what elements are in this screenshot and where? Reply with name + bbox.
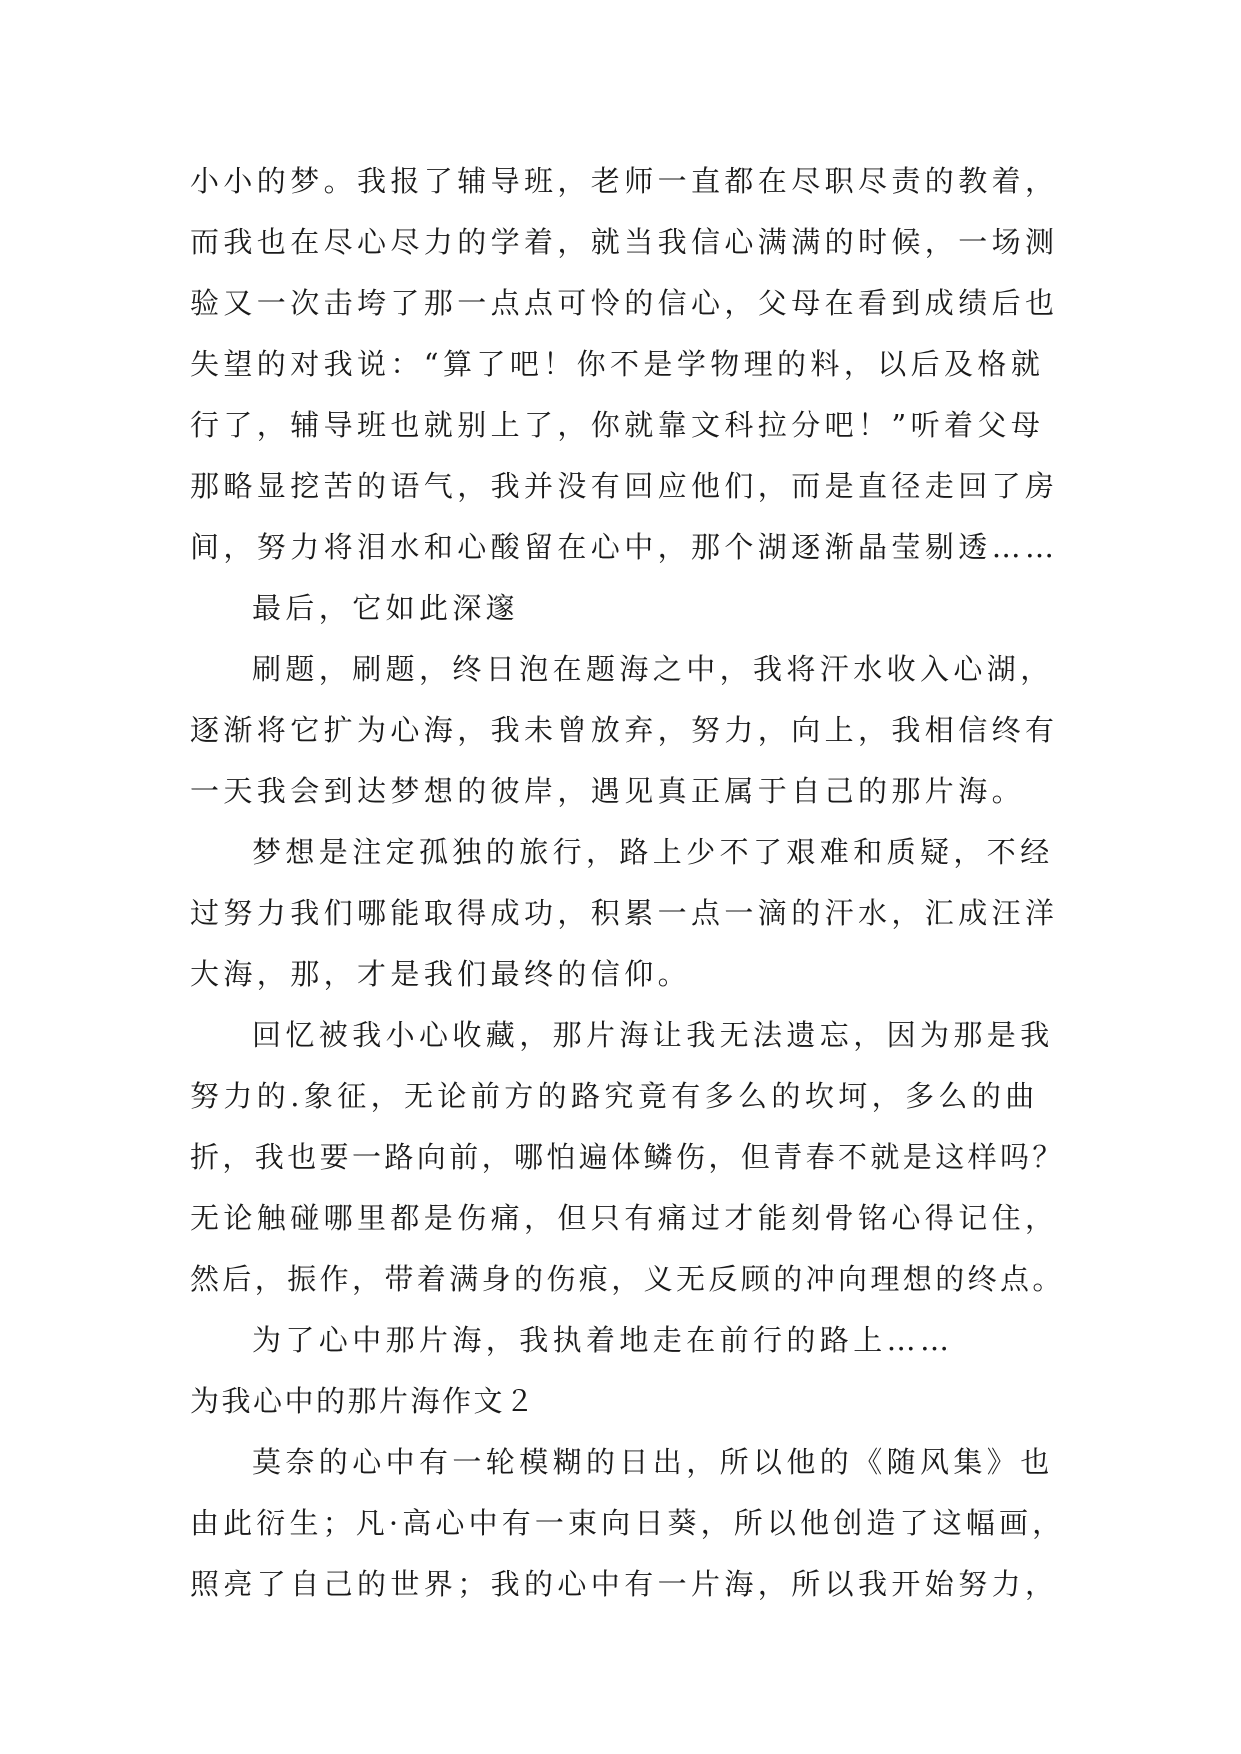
document-body (190, 162, 1070, 1626)
text-line: 行了，辅导班也就别上了，你就靠文科拉分吧！”听着父母 (190, 408, 1045, 442)
text-line: 折，我也要一路向前，哪怕遍体鳞伤，但青春不就是这样吗？ (190, 1140, 1065, 1174)
text-line: 照亮了自己的世界；我的心中有一片海，所以我开始努力， (190, 1567, 1059, 1601)
paragraph-first-line: 梦想是注定孤独的旅行，路上少不了艰难和质疑，不经 (252, 835, 1054, 869)
text-line: 由此衍生；凡·高心中有一束向日葵，所以他创造了这幅画， (190, 1506, 1066, 1540)
text-line: 无论触碰哪里都是伤痛，但只有痛过才能刻骨铭心得记住， (190, 1201, 1059, 1235)
paragraph-first-line: 回忆被我小心收藏，那片海让我无法遗忘，因为那是我 (252, 1018, 1054, 1052)
paragraph-first-line: 莫奈的心中有一轮模糊的日出，所以他的《随风集》也 (252, 1445, 1054, 1479)
text-line: 失望的对我说：“算了吧！你不是学物理的料，以后及格就 (190, 347, 1045, 381)
paragraph-first-line: 为了心中那片海，我执着地走在前行的路上…… (252, 1323, 954, 1357)
text-line: 那略显挖苦的语气，我并没有回应他们，而是直径走回了房 (190, 469, 1059, 503)
text-line: 过努力我们哪能取得成功，积累一点一滴的汗水，汇成汪洋 (190, 896, 1059, 930)
text-line: 验又一次击垮了那一点点可怜的信心，父母在看到成绩后也 (190, 286, 1059, 320)
text-line: 逐渐将它扩为心海，我未曾放弃，努力，向上，我相信终有 (190, 713, 1059, 747)
essay-title: 为我心中的那片海作文２ (190, 1384, 537, 1418)
section-subheading: 最后，它如此深邃 (252, 591, 520, 625)
text-line: 一天我会到达梦想的彼岸，遇见真正属于自己的那片海。 (190, 774, 1026, 808)
text-line: 努力的.象征，无论前方的路究竟有多么的坎坷，多么的曲 (190, 1079, 1039, 1113)
text-line: 小小的梦。我报了辅导班，老师一直都在尽职尽责的教着， (190, 164, 1059, 198)
text-line: 间，努力将泪水和心酸留在心中，那个湖逐渐晶莹剔透…… (190, 530, 1059, 564)
text-line: 然后，振作，带着满身的伤痕，义无反顾的冲向理想的终点。 (190, 1262, 1065, 1296)
text-line: 大海，那，才是我们最终的信仰。 (190, 957, 692, 991)
paragraph-first-line: 刷题，刷题，终日泡在题海之中，我将汗水收入心湖， (252, 652, 1054, 686)
text-line: 而我也在尽心尽力的学着，就当我信心满满的时候，一场测 (190, 225, 1059, 259)
